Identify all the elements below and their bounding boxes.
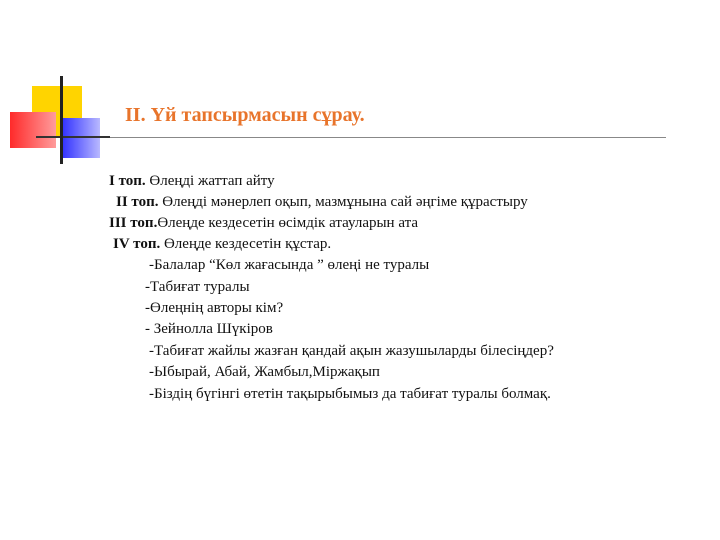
slide-title: II. Үй тапсырмасын сұрау.	[125, 104, 365, 126]
group-1	[109, 173, 275, 190]
group-label: II топ.	[116, 194, 159, 210]
group-text: Өлеңде кездесетін өсімдік атауларын ата	[157, 215, 419, 231]
decor-horizontal-line	[36, 137, 666, 138]
group-2	[116, 194, 528, 211]
question-line: -Табиғат туралы	[145, 279, 250, 295]
question-line: -Ыбырай, Абай, Жамбыл,Міржақып	[149, 364, 380, 380]
decor-red-square	[10, 112, 56, 148]
decor-horizontal-line-dark	[36, 136, 110, 138]
question-line: -Табиғат жайлы жазған қандай ақын жазушыларды білесіңдер?	[149, 343, 554, 359]
group-text: Өлеңді жаттап айту	[149, 173, 275, 189]
group-4	[113, 236, 331, 253]
group-label: III топ.	[109, 215, 158, 231]
decor-blue-square	[60, 118, 100, 158]
question-line: - Зейнолла Шүкіров	[145, 321, 273, 337]
group-text: Өлеңді мәнерлеп оқып, мазмұнына сай әңгіме құрастыру	[162, 194, 528, 210]
decor-vertical-line	[60, 76, 63, 164]
group-label: IV топ.	[113, 236, 161, 252]
question-line: -Өлеңнің авторы кім?	[145, 300, 284, 316]
question-line: -Біздің бүгінгі өтетін тақырыбымыз да табиғат туралы болмақ.	[149, 386, 551, 402]
question-line: -Балалар “Көл жағасында ” өлеңі не туралы	[149, 257, 430, 273]
group-3	[109, 215, 418, 232]
group-text: Өлеңде кездесетін құстар.	[163, 236, 332, 252]
group-label: I топ.	[109, 173, 146, 189]
